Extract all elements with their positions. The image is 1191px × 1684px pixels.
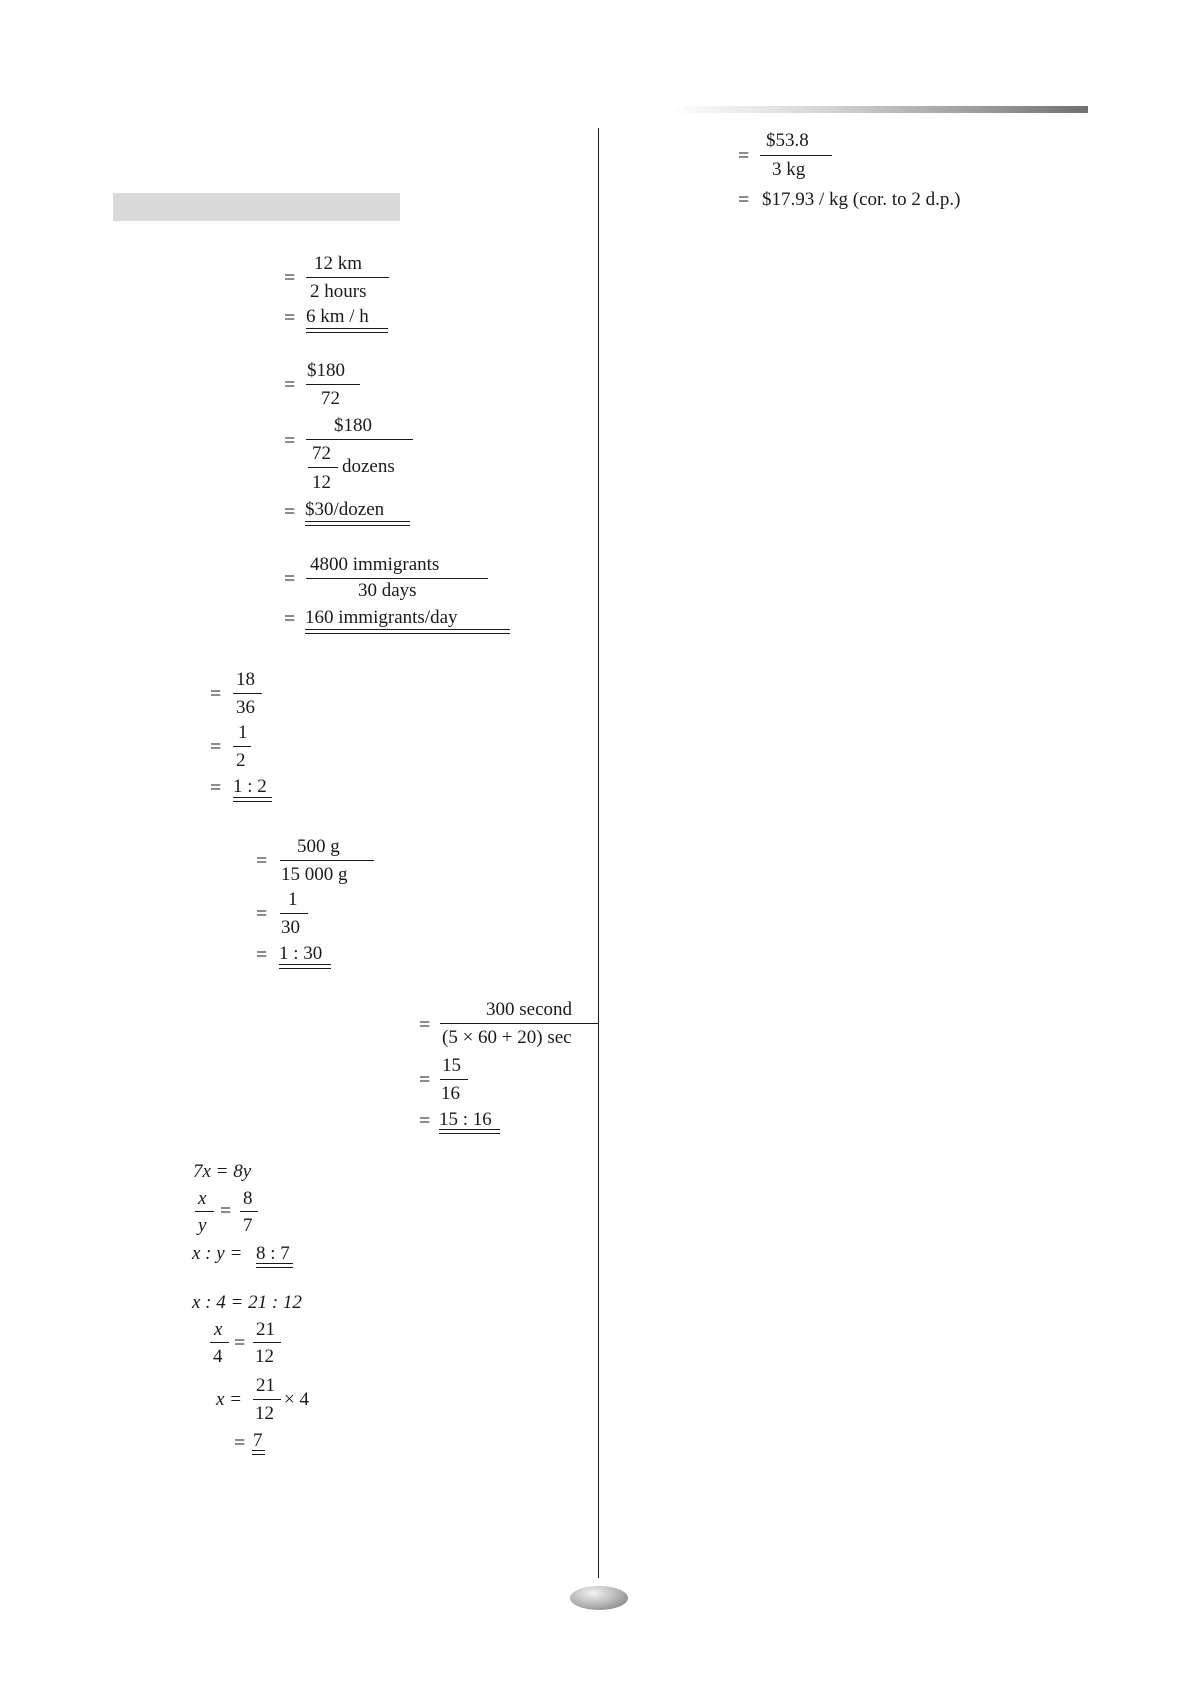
answer-text: 8 : 7	[256, 1243, 290, 1264]
equals-sign: =	[256, 944, 268, 966]
fraction-bar	[280, 913, 308, 914]
answer-text: 15 : 16	[439, 1109, 492, 1130]
answer-text: 160 immigrants/day	[305, 607, 458, 628]
fraction-denominator: 36	[236, 697, 255, 718]
fraction-denominator: 4	[213, 1346, 223, 1367]
fraction-bar	[440, 1079, 468, 1080]
multiply-text: × 4	[284, 1389, 309, 1410]
fraction-numerator: x	[214, 1319, 223, 1340]
header-gradient-bar	[668, 106, 1088, 113]
fraction-numerator: 15	[442, 1055, 461, 1076]
fraction-numerator: $180	[334, 415, 372, 436]
fraction-numerator: $180	[307, 360, 345, 381]
equals-sign: =	[210, 777, 222, 799]
equals-sign: =	[419, 1110, 431, 1132]
equals-sign: =	[284, 307, 296, 329]
fraction-numerator: 18	[236, 669, 255, 690]
equals-sign: =	[284, 568, 296, 590]
equals-sign: =	[419, 1069, 431, 1091]
equation-lhs: x =	[216, 1389, 243, 1410]
section-heading-band	[113, 193, 400, 221]
fraction-numerator: 300 second	[486, 999, 573, 1020]
answer-text: 6 km / h	[306, 306, 369, 327]
equals-sign: =	[284, 430, 296, 452]
inner-fraction-denominator: 12	[312, 472, 331, 493]
answer-text: 1 : 30	[279, 943, 323, 964]
column-divider	[598, 128, 599, 1578]
equals-sign: =	[284, 267, 296, 289]
equals-sign: =	[738, 189, 750, 211]
fraction-numerator: x	[198, 1188, 207, 1209]
equals-sign: =	[284, 608, 296, 630]
result-text: $17.93 / kg (cor. to 2 d.p.)	[762, 189, 961, 210]
fraction-denominator: 30	[281, 917, 300, 938]
equals-sign: =	[220, 1200, 232, 1222]
equals-sign: =	[256, 850, 268, 872]
answer-text: 1 : 2	[233, 776, 267, 797]
fraction-bar	[306, 277, 389, 278]
answer-double-underline	[233, 797, 272, 802]
answer-text: $30/dozen	[305, 499, 385, 520]
fraction-denominator: 12	[255, 1346, 274, 1367]
fraction-bar	[195, 1211, 214, 1212]
fraction-denominator: y	[198, 1215, 207, 1236]
fraction-bar	[240, 1211, 258, 1212]
equation-line: 7x = 8y	[193, 1161, 252, 1182]
fraction-bar	[253, 1342, 281, 1343]
clipped-fraction	[438, 992, 598, 1062]
equals-sign: =	[256, 903, 268, 925]
fraction-bar	[210, 1342, 229, 1343]
answer-double-underline	[439, 1129, 500, 1134]
fraction-bar	[233, 693, 262, 694]
fraction-bar	[306, 439, 413, 440]
fraction-denominator: 7	[243, 1215, 253, 1236]
fraction-denominator: 16	[441, 1083, 460, 1104]
answer-double-underline	[279, 964, 331, 969]
fraction-denominator: 2 hours	[310, 281, 367, 302]
fraction-bar	[306, 384, 360, 385]
fraction-numerator: 1	[288, 889, 298, 910]
fraction-bar	[233, 746, 251, 747]
unit-text: dozens	[342, 456, 395, 477]
equals-sign: =	[234, 1332, 246, 1354]
page-number-badge	[570, 1586, 628, 1610]
fraction-denominator: 12	[255, 1403, 274, 1424]
equals-sign: =	[210, 683, 222, 705]
fraction-denominator: 3 kg	[772, 159, 806, 180]
equation-lhs: x : y =	[192, 1243, 243, 1264]
fraction-numerator: 1	[238, 722, 248, 743]
inner-fraction-numerator: 72	[312, 443, 331, 464]
fraction-denominator: 30 days	[358, 580, 417, 601]
inner-fraction-bar	[308, 467, 338, 468]
equals-sign: =	[210, 736, 222, 758]
fraction-bar	[280, 860, 374, 861]
equals-sign: =	[284, 374, 296, 396]
fraction-denominator: (5 × 60 + 20) sec	[442, 1027, 572, 1048]
equals-sign: =	[284, 501, 296, 523]
equals-sign: =	[234, 1432, 246, 1454]
fraction-bar	[440, 1023, 598, 1024]
fraction-numerator: 4800 immigrants	[310, 554, 440, 575]
answer-double-underline	[305, 629, 510, 634]
fraction-numerator: 12 km	[314, 253, 363, 274]
fraction-numerator: 21	[256, 1375, 275, 1396]
answer-double-underline	[305, 521, 410, 526]
fraction-denominator: 2	[236, 750, 246, 771]
fraction-numerator: 21	[256, 1319, 275, 1340]
answer-double-underline	[256, 1263, 293, 1268]
fraction-numerator: 8	[243, 1188, 253, 1209]
fraction-bar	[760, 155, 832, 156]
answer-double-underline	[252, 1450, 265, 1455]
equation-line: x : 4 = 21 : 12	[192, 1292, 302, 1313]
fraction-denominator: 72	[321, 388, 340, 409]
answer-double-underline	[306, 328, 388, 333]
equals-sign: =	[419, 1014, 431, 1036]
fraction-denominator: 15 000 g	[281, 864, 348, 885]
fraction-numerator: $53.8	[766, 130, 809, 151]
equals-sign: =	[738, 145, 750, 167]
fraction-bar	[253, 1399, 281, 1400]
answer-text: 7	[253, 1430, 263, 1451]
fraction-numerator: 500 g	[297, 836, 340, 857]
